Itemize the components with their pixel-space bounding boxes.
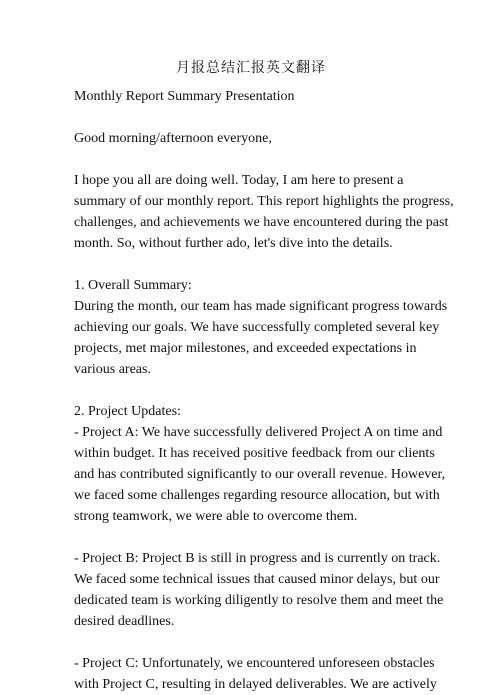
paragraph-gap [74, 107, 494, 128]
section-1-title: 1. Overall Summary: [74, 278, 192, 293]
greeting-line: Good morning/afternoon everyone, [74, 131, 272, 146]
intro-paragraph: I hope you all are doing well. Today, I am here to present a summary of our monthly report. This report highlights the progress, challenges, and achievements we have encountered during the past month. So, without further ado, let's dive into the details. [74, 173, 454, 251]
paragraph-gap [74, 254, 494, 275]
section-2-title: 2. Project Updates: [74, 404, 181, 419]
paragraph-gap [74, 632, 494, 653]
section-1-body: During the month, our team has made significant progress towards achieving our goals. We have successfully completed several key projects, met major milestones, and exceeded expectations in various areas. [74, 299, 448, 377]
paragraph-gap [74, 527, 494, 548]
project-c-update: - Project C: Unfortunately, we encountered unforeseen obstacles with Project C, resulting in delayed deliverables. We are actively [74, 656, 437, 692]
document-body [74, 86, 494, 695]
paragraph-gap [74, 149, 494, 170]
project-b-update: - Project B: Project B is still in progress and is currently on track. We faced some technical issues that caused minor delays, but our dedicated team is working diligently to resolve them and meet the desired deadlines. [74, 551, 444, 629]
report-heading: Monthly Report Summary Presentation [74, 89, 295, 104]
document-title: 月报总结汇报英文翻译 [176, 60, 326, 76]
project-a-update: - Project A: We have successfully delivered Project A on time and within budget. It has received positive feedback from our clients and has contributed significantly to our overall revenue. However, we faced some challenges regarding resource allocation, but with strong teamwork, we were able to overcome them. [74, 425, 446, 524]
paragraph-gap [74, 380, 494, 401]
